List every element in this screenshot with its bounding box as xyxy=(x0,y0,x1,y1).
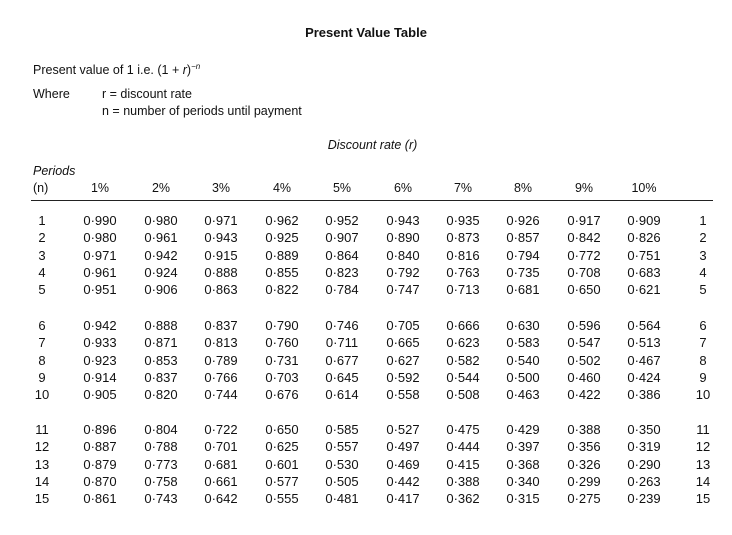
period-number-left: 7 xyxy=(38,335,46,351)
table-cell: 0·746 xyxy=(325,318,359,333)
table-cell: 0·350 xyxy=(627,422,661,437)
rate-header: 7% xyxy=(453,181,473,195)
table-cell: 0·971 xyxy=(204,213,238,228)
table-cell: 0·933 xyxy=(83,335,117,351)
table-cell: 0·923 xyxy=(83,352,117,368)
table-cell: 0·942 xyxy=(83,318,117,333)
table-cell: 0·744 xyxy=(204,387,238,403)
table-cell: 0·558 xyxy=(386,387,420,403)
period-number-right: 3 xyxy=(699,247,707,263)
table-cell: 0·822 xyxy=(265,282,299,298)
table-cell: 0·873 xyxy=(446,230,480,246)
period-number-right: 10 xyxy=(695,387,711,403)
table-cell: 0·731 xyxy=(265,352,299,368)
table-cell: 0·625 xyxy=(265,439,299,455)
formula-r: r xyxy=(182,63,187,78)
table-cell: 0·760 xyxy=(265,335,299,351)
table-cell: 0·813 xyxy=(204,335,238,351)
rate-header: 8% xyxy=(513,181,533,195)
table-cell: 0·990 xyxy=(83,213,117,228)
table-cell: 0·961 xyxy=(83,264,117,280)
table-cell: 0·864 xyxy=(325,247,359,263)
table-cell: 0·645 xyxy=(325,369,359,385)
period-number-left: 3 xyxy=(38,247,46,263)
table-cell: 0·962 xyxy=(265,213,299,228)
table-cell: 0·463 xyxy=(506,387,540,403)
formula-exponent: −n xyxy=(191,62,201,71)
table-cell: 0·424 xyxy=(627,369,661,385)
table-cell: 0·665 xyxy=(386,335,420,351)
table-cell: 0·614 xyxy=(325,387,359,403)
period-number-left: 5 xyxy=(38,282,46,298)
period-number-left: 4 xyxy=(38,264,46,280)
discount-rate-label: Discount rate (r) xyxy=(327,138,418,152)
table-cell: 0·362 xyxy=(446,491,480,507)
period-number-right: 5 xyxy=(699,282,707,298)
table-cell: 0·701 xyxy=(204,439,238,455)
table-cell: 0·508 xyxy=(446,387,480,403)
table-cell: 0·585 xyxy=(325,422,359,437)
table-cell: 0·772 xyxy=(567,247,601,263)
table-cell: 0·917 xyxy=(567,213,601,228)
table-cell: 0·855 xyxy=(265,264,299,280)
table-cell: 0·887 xyxy=(83,439,117,455)
table-cell: 0·299 xyxy=(567,473,601,489)
period-number-left: 11 xyxy=(35,422,49,437)
period-number-left: 1 xyxy=(38,213,46,228)
table-cell: 0·980 xyxy=(144,213,178,228)
period-number-left: 13 xyxy=(34,456,50,472)
table-cell: 0·888 xyxy=(144,318,178,333)
r-definition: r = discount rate xyxy=(102,87,192,101)
table-cell: 0·861 xyxy=(83,491,117,507)
table-cell: 0·906 xyxy=(144,282,178,298)
table-cell: 0·789 xyxy=(204,352,238,368)
table-cell: 0·460 xyxy=(567,369,601,385)
table-cell: 0·722 xyxy=(204,422,238,437)
period-number-left: 6 xyxy=(38,318,46,333)
period-number-left: 10 xyxy=(34,387,50,403)
table-cell: 0·980 xyxy=(83,230,117,246)
table-cell: 0·952 xyxy=(325,213,359,228)
rate-header: 5% xyxy=(332,181,352,195)
table-cell: 0·557 xyxy=(325,439,359,455)
table-cell: 0·871 xyxy=(144,335,178,351)
table-cell: 0·681 xyxy=(506,282,540,298)
table-cell: 0·397 xyxy=(506,439,540,455)
period-number-right: 9 xyxy=(699,369,707,385)
table-cell: 0·823 xyxy=(325,264,359,280)
table-cell: 0·925 xyxy=(265,230,299,246)
table-cell: 0·909 xyxy=(627,213,661,228)
table-cell: 0·475 xyxy=(446,422,480,437)
period-number-left: 2 xyxy=(38,230,46,246)
table-cell: 0·676 xyxy=(265,387,299,403)
table-cell: 0·961 xyxy=(144,230,178,246)
table-cell: 0·842 xyxy=(567,230,601,246)
period-number-left: 14 xyxy=(34,473,50,489)
period-number-right: 6 xyxy=(699,318,707,333)
formula-text: Present value of 1 i.e. (1 + xyxy=(33,63,183,78)
table-cell: 0·577 xyxy=(265,473,299,489)
table-cell: 0·837 xyxy=(144,369,178,385)
rate-header: 6% xyxy=(393,181,413,195)
table-cell: 0·942 xyxy=(144,247,178,263)
formula-line xyxy=(33,62,200,77)
table-cell: 0·863 xyxy=(204,282,238,298)
table-cell: 0·388 xyxy=(567,422,601,437)
period-number-right: 13 xyxy=(695,456,711,472)
table-cell: 0·583 xyxy=(506,335,540,351)
period-number-right: 14 xyxy=(695,473,711,489)
period-number-right: 7 xyxy=(699,335,707,351)
table-cell: 0·290 xyxy=(627,456,661,472)
table-cell: 0·627 xyxy=(386,352,420,368)
table-cell: 0·853 xyxy=(144,352,178,368)
header-rule xyxy=(31,200,713,201)
table-cell: 0·429 xyxy=(506,422,540,437)
table-cell: 0·713 xyxy=(446,282,480,298)
table-cell: 0·661 xyxy=(204,473,238,489)
table-cell: 0·356 xyxy=(567,439,601,455)
period-number-right: 12 xyxy=(695,439,711,455)
table-cell: 0·758 xyxy=(144,473,178,489)
table-cell: 0·621 xyxy=(627,282,661,298)
rate-header: 1% xyxy=(90,181,110,195)
rate-header: 3% xyxy=(211,181,231,195)
table-cell: 0·915 xyxy=(204,247,238,263)
table-cell: 0·905 xyxy=(83,387,117,403)
table-cell: 0·951 xyxy=(83,282,117,298)
table-cell: 0·275 xyxy=(567,491,601,507)
table-cell: 0·368 xyxy=(506,456,540,472)
table-cell: 0·890 xyxy=(386,230,420,246)
table-cell: 0·879 xyxy=(83,456,117,472)
n-label: (n) xyxy=(33,181,49,195)
period-number-right: 2 xyxy=(699,230,707,246)
table-cell: 0·442 xyxy=(386,473,420,489)
table-cell: 0·239 xyxy=(627,491,661,507)
page-title: Present Value Table xyxy=(305,25,427,40)
table-cell: 0·540 xyxy=(506,352,540,368)
table-cell: 0·415 xyxy=(446,456,480,472)
table-cell: 0·711 xyxy=(325,335,359,351)
table-cell: 0·703 xyxy=(265,369,299,385)
n-definition: n = number of periods until payment xyxy=(102,104,302,118)
table-cell: 0·792 xyxy=(386,264,420,280)
table-cell: 0·816 xyxy=(446,247,480,263)
period-number-left: 9 xyxy=(38,369,46,385)
table-cell: 0·788 xyxy=(144,439,178,455)
table-cell: 0·596 xyxy=(567,318,601,333)
period-number-left: 8 xyxy=(38,352,46,368)
table-cell: 0·907 xyxy=(325,230,359,246)
table-cell: 0·467 xyxy=(627,352,661,368)
table-cell: 0·666 xyxy=(446,318,480,333)
table-cell: 0·340 xyxy=(506,473,540,489)
table-cell: 0·513 xyxy=(627,335,661,351)
table-cell: 0·784 xyxy=(325,282,359,298)
table-cell: 0·555 xyxy=(265,491,299,507)
table-cell: 0·889 xyxy=(265,247,299,263)
table-cell: 0·766 xyxy=(204,369,238,385)
table-cell: 0·547 xyxy=(567,335,601,351)
table-cell: 0·681 xyxy=(204,456,238,472)
table-cell: 0·837 xyxy=(204,318,238,333)
table-cell: 0·417 xyxy=(386,491,420,507)
table-cell: 0·326 xyxy=(567,456,601,472)
table-cell: 0·971 xyxy=(83,247,117,263)
table-cell: 0·544 xyxy=(446,369,480,385)
table-cell: 0·705 xyxy=(386,318,420,333)
table-cell: 0·481 xyxy=(325,491,359,507)
table-cell: 0·315 xyxy=(506,491,540,507)
table-cell: 0·500 xyxy=(506,369,540,385)
table-cell: 0·926 xyxy=(506,213,540,228)
rate-header: 9% xyxy=(574,181,594,195)
table-cell: 0·564 xyxy=(627,318,661,333)
table-cell: 0·422 xyxy=(567,387,601,403)
table-cell: 0·870 xyxy=(83,473,117,489)
table-cell: 0·530 xyxy=(325,456,359,472)
table-cell: 0·630 xyxy=(506,318,540,333)
rate-header: 2% xyxy=(151,181,171,195)
table-cell: 0·943 xyxy=(204,230,238,246)
where-label: Where xyxy=(33,87,70,101)
table-cell: 0·444 xyxy=(446,439,480,455)
table-cell: 0·751 xyxy=(627,247,661,263)
table-cell: 0·804 xyxy=(144,422,178,437)
table-cell: 0·319 xyxy=(627,439,661,455)
formula-close: ) xyxy=(186,63,192,78)
table-cell: 0·592 xyxy=(386,369,420,385)
period-number-right: 15 xyxy=(695,491,711,507)
table-cell: 0·794 xyxy=(506,247,540,263)
table-cell: 0·497 xyxy=(386,439,420,455)
table-cell: 0·896 xyxy=(83,422,117,437)
table-cell: 0·263 xyxy=(627,473,661,489)
table-cell: 0·888 xyxy=(204,264,238,280)
table-cell: 0·388 xyxy=(446,473,480,489)
period-number-right: 11 xyxy=(696,422,710,437)
table-cell: 0·826 xyxy=(627,230,661,246)
table-cell: 0·683 xyxy=(627,264,661,280)
rate-header: 4% xyxy=(272,181,292,195)
table-cell: 0·601 xyxy=(265,456,299,472)
table-cell: 0·502 xyxy=(567,352,601,368)
table-cell: 0·914 xyxy=(83,369,117,385)
period-number-right: 8 xyxy=(699,352,707,368)
table-cell: 0·840 xyxy=(386,247,420,263)
rate-header: 10% xyxy=(631,181,657,195)
table-cell: 0·943 xyxy=(386,213,420,228)
table-cell: 0·857 xyxy=(506,230,540,246)
table-cell: 0·650 xyxy=(265,422,299,437)
table-cell: 0·527 xyxy=(386,422,420,437)
table-cell: 0·623 xyxy=(446,335,480,351)
table-cell: 0·743 xyxy=(144,491,178,507)
table-cell: 0·642 xyxy=(204,491,238,507)
table-cell: 0·773 xyxy=(144,456,178,472)
table-cell: 0·650 xyxy=(567,282,601,298)
period-number-left: 15 xyxy=(34,491,50,507)
period-number-left: 12 xyxy=(34,439,50,455)
table-cell: 0·790 xyxy=(265,318,299,333)
period-number-right: 1 xyxy=(699,213,707,228)
table-cell: 0·763 xyxy=(446,264,480,280)
table-cell: 0·935 xyxy=(446,213,480,228)
table-cell: 0·820 xyxy=(144,387,178,403)
period-number-right: 4 xyxy=(699,264,707,280)
table-cell: 0·505 xyxy=(325,473,359,489)
table-cell: 0·677 xyxy=(325,352,359,368)
table-cell: 0·469 xyxy=(386,456,420,472)
table-cell: 0·735 xyxy=(506,264,540,280)
table-cell: 0·708 xyxy=(567,264,601,280)
table-cell: 0·747 xyxy=(386,282,420,298)
table-cell: 0·386 xyxy=(627,387,661,403)
table-cell: 0·924 xyxy=(144,264,178,280)
periods-label: Periods xyxy=(33,164,76,178)
table-cell: 0·582 xyxy=(446,352,480,368)
